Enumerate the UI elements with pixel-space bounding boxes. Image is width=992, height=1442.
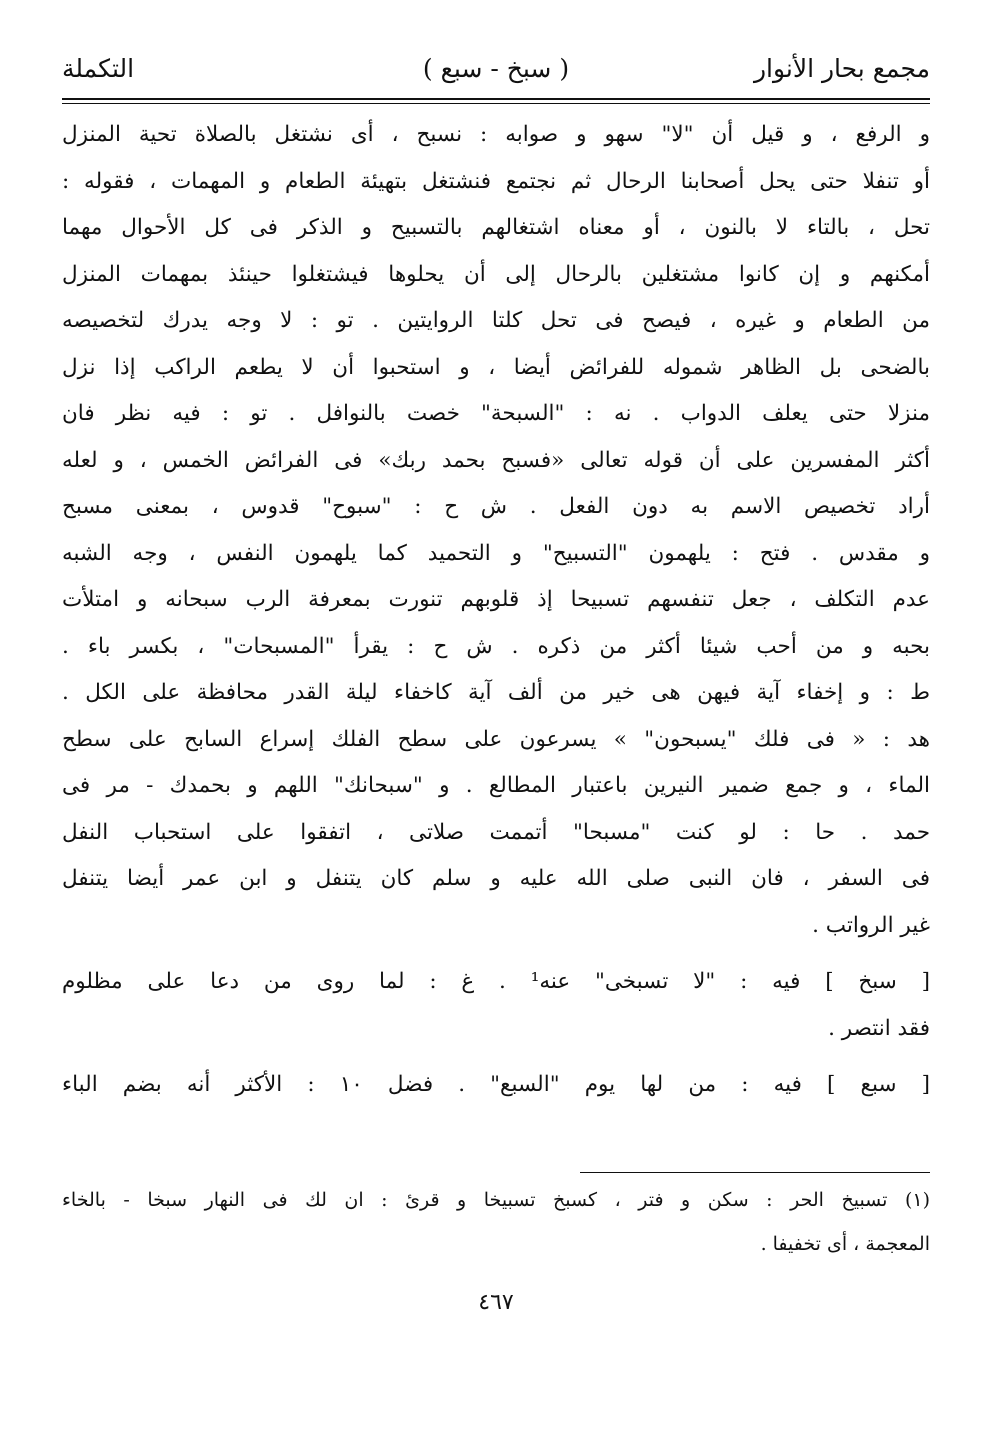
text-line: غير الرواتب . bbox=[812, 912, 930, 938]
running-header bbox=[62, 48, 930, 92]
footnote-line: المعجمة ، أى تخفيفا . bbox=[760, 1233, 930, 1255]
text-line: و الرفع ، و قيل أن "لا" سهو و صوابه : نسبح ، أى نشتغل بالصلاة تحية المنزل bbox=[62, 122, 930, 147]
text-line: أراد تخصيص الاسم به دون الفعل . ش ح : "سبوح" قدوس ، بمعنى مسبح bbox=[62, 494, 930, 519]
text-line: حمد . حا : لو كنت "مسبحا" أتممت صلاتى ، اتفقوا على استحباب النفل bbox=[62, 819, 930, 845]
text-line: من الطعام و غيره ، فيصح فى تحل كلتا الروايتين . تو : لا وجه يدرك لتخصيصه bbox=[62, 308, 930, 333]
header-rule bbox=[62, 98, 930, 100]
text-line: أمكنهم و إن كانوا مشتغلين بالرحال إلى أن يحلوها فيشتغلوا حينئذ بمهمات المنزل bbox=[62, 261, 930, 287]
header-entry-range: ( سبخ - سبع ) bbox=[422, 54, 570, 83]
entry-gap bbox=[62, 949, 930, 959]
header-book-title: مجمع بحار الأنوار bbox=[753, 54, 930, 83]
footnote-line: (١) تسبيخ الحر : سكن و فتر ، كسبخ تسبيخا و قرئ : ان لك فى النهار سبخا - بالخاء bbox=[62, 1189, 930, 1211]
text-line: بحبه و من أحب شيئا أكثر من ذكره . ش ح : يقرأ "المسبحات" ، بكسر باء . bbox=[62, 633, 930, 659]
text-line: بالضحى بل الظاهر شموله للفرائض أيضا ، و استحبوا أن لا يطعم الراكب إذا نزل bbox=[62, 354, 930, 380]
text-line: عدم التكلف ، جعل تنفسهم تسبيحا إذ قلوبهم تنورت بمعرفة الرب سبحانه و امتلأت bbox=[62, 587, 930, 612]
text-line: هد : « فى فلك "يسبحون" » يسرعون على سطح الفلك إسراع السابح على سطح bbox=[62, 726, 930, 752]
footnote bbox=[62, 1178, 930, 1266]
text-line: تحل ، بالتاء لا بالنون ، أو معناه اشتغالهم بالتسبيح و الذكر فى كل الأحوال مهما bbox=[62, 215, 930, 240]
text-line: أو تنفلا حتى يحل أصحابنا الرحال ثم نجتمع فنشتغل بتهيئة الطعام و المهمات ، فقوله : bbox=[62, 168, 930, 194]
entry-saba-line: [ سبع ] فيه : من لها يوم "السبع" . فضل ١٠ : الأكثر أنه بضم الباء bbox=[62, 1072, 930, 1097]
header-rule-thin bbox=[62, 103, 930, 104]
page-number: ٤٦٧ bbox=[478, 1290, 514, 1315]
text-line: الماء ، و جمع ضمير النيرين باعتبار المطالع . و "سبحانك" اللهم و بحمدك - مر فى bbox=[62, 773, 930, 798]
text-line: أكثر المفسرين على أن قوله تعالى «فسبح بحمد ربك» فى الفرائض الخمس ، و لعله bbox=[62, 447, 930, 473]
text-line: و مقدس . فتح : يلهمون "التسبيح" و التحميد كما يلهمون النفس ، وجه الشبه bbox=[62, 540, 930, 566]
main-text bbox=[62, 112, 930, 1109]
entry-sabakh-line: فقد انتصر . bbox=[828, 1015, 930, 1041]
text-line: منزلا حتى يعلف الدواب . نه : "السبحة" خصت بالنوافل . تو : فيه نظر فان bbox=[62, 401, 930, 426]
text-line: فى السفر ، فان النبى صلى الله عليه و سلم كان يتنفل و ابن عمر أيضا يتنفل bbox=[62, 866, 930, 891]
entry-sabakh-line: [ سبخ ] فيه : "لا تسبخى" عنه¹ . غ : لما روى من دعا على مظلوم bbox=[62, 969, 930, 994]
header-section-title: التكملة bbox=[62, 54, 135, 83]
footnote-rule bbox=[580, 1172, 930, 1173]
text-line: ط : و إخفاء آية فيهن هى خير من ألف آية كاخفاء ليلة القدر محافظة على الكل . bbox=[62, 680, 930, 705]
entry-gap bbox=[62, 1052, 930, 1062]
